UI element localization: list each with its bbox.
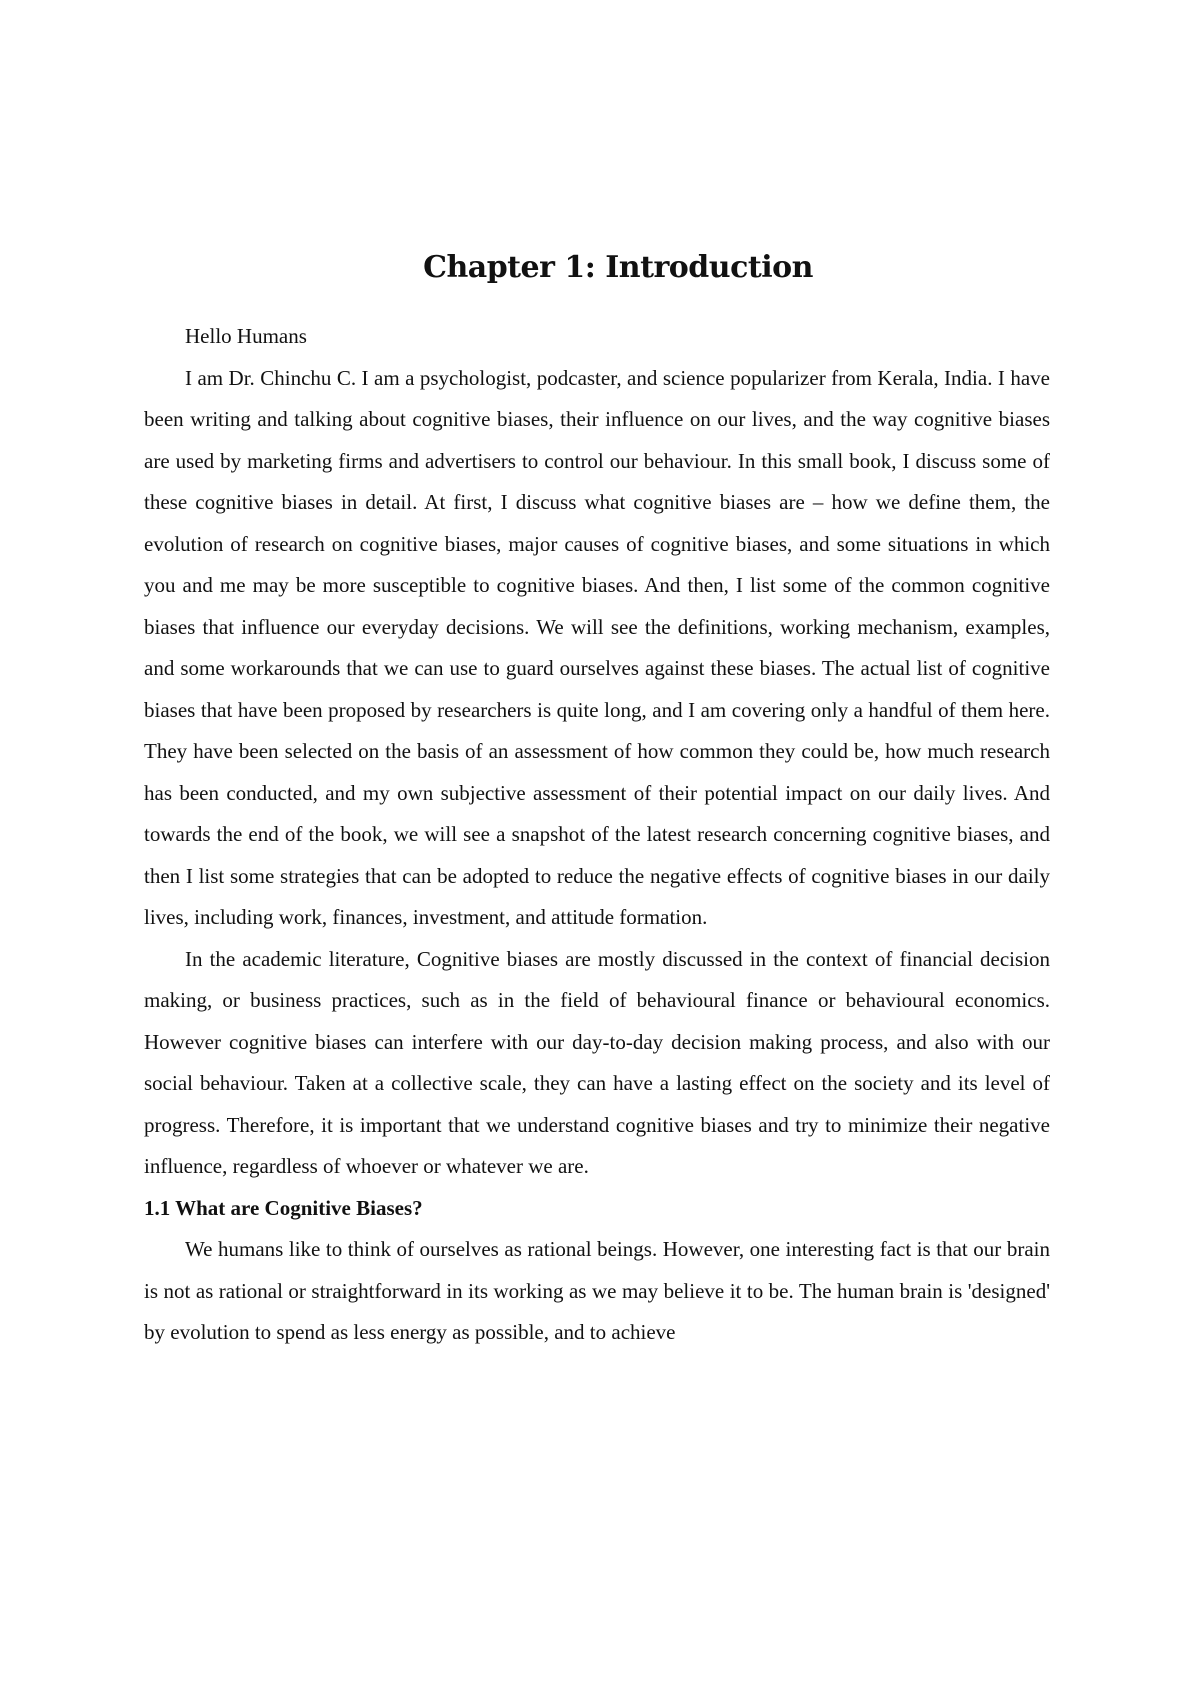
section-heading: 1.1 What are Cognitive Biases? (144, 1195, 423, 1220)
intro-paragraph: I am Dr. Chinchu C. I am a psychologist, podcaster, and science popularizer from Kerala, India. I have been writing and talking about cognitive biases, their influence on our lives, and the way cognitive biases are used by marketing firms and advertisers to control our behaviour. In this small book, I discuss some of these cognitive biases in detail. At first, I discuss what cognitive biases are – how we define them, the evolution of research on cognitive biases, major causes of cognitive biases, and some situations in which you and me may be more susceptible to cognitive biases. And then, I list some of the common cognitive biases that influence our everyday decisions. We will see the definitions, working mechanism, examples, and some workarounds that we can use to guard ourselves against these biases. The actual list of cognitive biases that have been proposed by researchers is quite long, and I am covering only a handful of them here. They have been selected on the basis of an assessment of how common they could be, how much research has been conducted, and my own subjective assessment of their potential impact on our daily lives. And towards the end of the book, we will see a snapshot of the latest research concerning cognitive biases, and then I list some strategies that can be adopted to reduce the negative effects of cognitive biases in our daily lives, including work, finances, investment, and attitude formation. (144, 365, 1050, 929)
chapter-title: Chapter 1: Introduction (423, 250, 813, 285)
body-text (144, 316, 1050, 1354)
section-paragraph: We humans like to think of ourselves as rational beings. However, one interesting fact is that our brain is not as rational or straightforward in its working as we may believe it to be. The human brain is 'designed' by evolution to spend as less energy as possible, and to achieve (144, 1237, 1050, 1344)
greeting-paragraph: Hello Humans (185, 324, 307, 348)
context-paragraph: In the academic literature, Cognitive biases are mostly discussed in the context of financial decision making, or business practices, such as in the field of behavioural finance or behavioural economics. However cognitive biases can interfere with our day-to-day decision making process, and also with our social behaviour. Taken at a collective scale, they can have a lasting effect on the society and its level of progress. Therefore, it is important that we understand cognitive biases and try to minimize their negative influence, regardless of whoever or whatever we are. (144, 946, 1050, 1178)
